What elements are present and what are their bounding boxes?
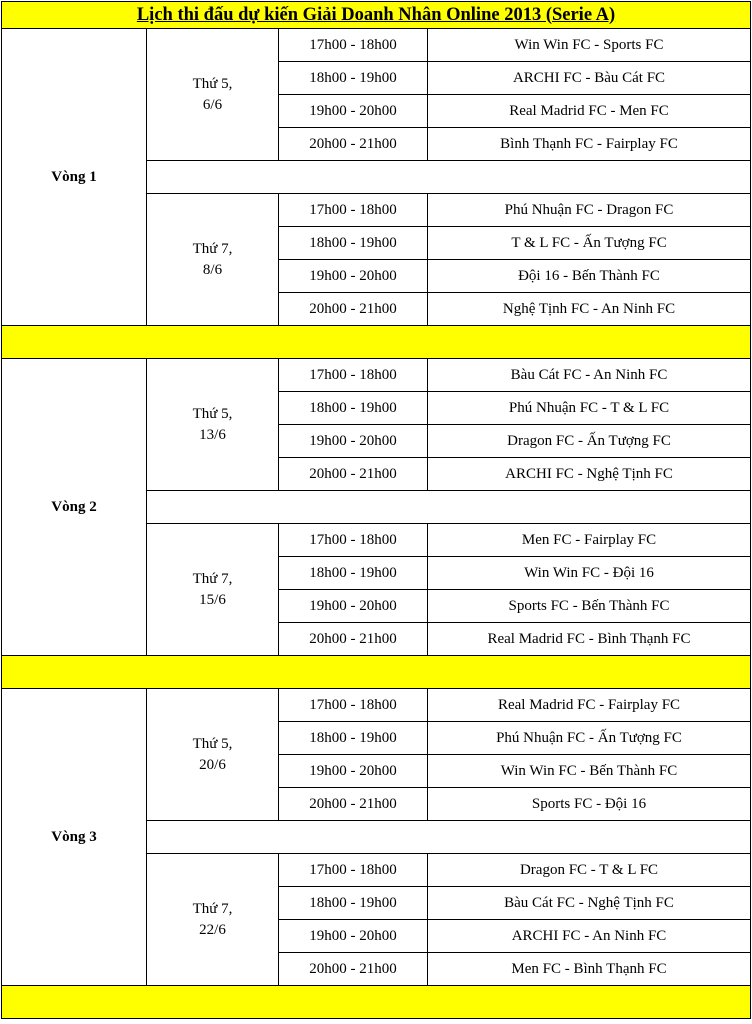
match-time: 17h00 - 18h00: [279, 359, 428, 392]
day-name: Thứ 5,: [192, 405, 233, 422]
match-teams: Phú Nhuận FC - Dragon FC: [428, 194, 751, 227]
match-teams: Phú Nhuận FC - T & L FC: [428, 392, 751, 425]
match-day: [147, 854, 279, 986]
match-time: 19h00 - 20h00: [279, 260, 428, 293]
match-time: 19h00 - 20h00: [279, 425, 428, 458]
match-teams: Sports FC - Đội 16: [428, 788, 751, 821]
round-separator-row: [2, 986, 751, 1019]
match-teams: Phú Nhuận FC - Ấn Tượng FC: [428, 722, 751, 755]
match-time: 18h00 - 19h00: [279, 722, 428, 755]
match-time: 17h00 - 18h00: [279, 524, 428, 557]
match-teams: Bàu Cát FC - Nghệ Tịnh FC: [428, 887, 751, 920]
match-teams: Nghệ Tịnh FC - An Ninh FC: [428, 293, 751, 326]
round-label: Vòng 1: [2, 29, 147, 326]
day-name: Thứ 5,: [192, 75, 233, 92]
day-date: 22/6: [199, 921, 226, 938]
day-date: 20/6: [199, 756, 226, 773]
match-teams: Real Madrid FC - Fairplay FC: [428, 689, 751, 722]
match-time: 19h00 - 20h00: [279, 920, 428, 953]
day-separator: [147, 821, 751, 854]
match-day: [147, 524, 279, 656]
match-teams: Sports FC - Bến Thành FC: [428, 590, 751, 623]
day-date: 8/6: [202, 261, 223, 278]
match-teams: ARCHI FC - An Ninh FC: [428, 920, 751, 953]
match-day: [147, 359, 279, 491]
match-time: 19h00 - 20h00: [279, 95, 428, 128]
match-teams: Real Madrid FC - Bình Thạnh FC: [428, 623, 751, 656]
match-time: 18h00 - 19h00: [279, 392, 428, 425]
schedule-table: [1, 1, 751, 1019]
match-time: 18h00 - 19h00: [279, 557, 428, 590]
match-teams: Bàu Cát FC - An Ninh FC: [428, 359, 751, 392]
round-separator-row: [2, 656, 751, 689]
match-time: 19h00 - 20h00: [279, 755, 428, 788]
round-separator-row: [2, 326, 751, 359]
match-row: [2, 359, 751, 392]
match-teams: ARCHI FC - Bàu Cát FC: [428, 62, 751, 95]
schedule-title: Lịch thi đấu dự kiến Giải Doanh Nhân Online 2013 (Serie A): [2, 2, 751, 29]
match-day: [147, 689, 279, 821]
title-row: [2, 2, 751, 29]
day-name: Thứ 7,: [192, 900, 233, 917]
match-time: 17h00 - 18h00: [279, 29, 428, 62]
round-separator: [2, 656, 751, 689]
match-time: 18h00 - 19h00: [279, 887, 428, 920]
match-time: 20h00 - 21h00: [279, 458, 428, 491]
match-day: [147, 29, 279, 161]
match-teams: Win Win FC - Đội 16: [428, 557, 751, 590]
day-name: Thứ 7,: [192, 570, 233, 587]
round-separator: [2, 326, 751, 359]
match-time: 20h00 - 21h00: [279, 953, 428, 986]
match-teams: Men FC - Fairplay FC: [428, 524, 751, 557]
match-time: 20h00 - 21h00: [279, 788, 428, 821]
match-teams: Real Madrid FC - Men FC: [428, 95, 751, 128]
day-name: Thứ 7,: [192, 240, 233, 257]
round-label: Vòng 3: [2, 689, 147, 986]
match-time: 20h00 - 21h00: [279, 293, 428, 326]
match-time: 17h00 - 18h00: [279, 689, 428, 722]
match-teams: ARCHI FC - Nghệ Tịnh FC: [428, 458, 751, 491]
match-teams: T & L FC - Ấn Tượng FC: [428, 227, 751, 260]
match-teams: Win Win FC - Bến Thành FC: [428, 755, 751, 788]
match-time: 19h00 - 20h00: [279, 590, 428, 623]
match-row: [2, 689, 751, 722]
match-time: 18h00 - 19h00: [279, 227, 428, 260]
day-name: Thứ 5,: [192, 735, 233, 752]
match-time: 17h00 - 18h00: [279, 194, 428, 227]
match-teams: Đội 16 - Bến Thành FC: [428, 260, 751, 293]
match-teams: Win Win FC - Sports FC: [428, 29, 751, 62]
day-separator: [147, 161, 751, 194]
match-row: [2, 29, 751, 62]
day-date: 15/6: [199, 591, 226, 608]
round-separator: [2, 986, 751, 1019]
match-time: 20h00 - 21h00: [279, 623, 428, 656]
day-date: 13/6: [199, 426, 226, 443]
match-time: 17h00 - 18h00: [279, 854, 428, 887]
match-time: 20h00 - 21h00: [279, 128, 428, 161]
day-separator: [147, 491, 751, 524]
match-teams: Dragon FC - T & L FC: [428, 854, 751, 887]
round-label: Vòng 2: [2, 359, 147, 656]
day-date: 6/6: [202, 96, 223, 113]
match-day: [147, 194, 279, 326]
match-teams: Men FC - Bình Thạnh FC: [428, 953, 751, 986]
match-time: 18h00 - 19h00: [279, 62, 428, 95]
match-teams: Dragon FC - Ấn Tượng FC: [428, 425, 751, 458]
match-teams: Bình Thạnh FC - Fairplay FC: [428, 128, 751, 161]
